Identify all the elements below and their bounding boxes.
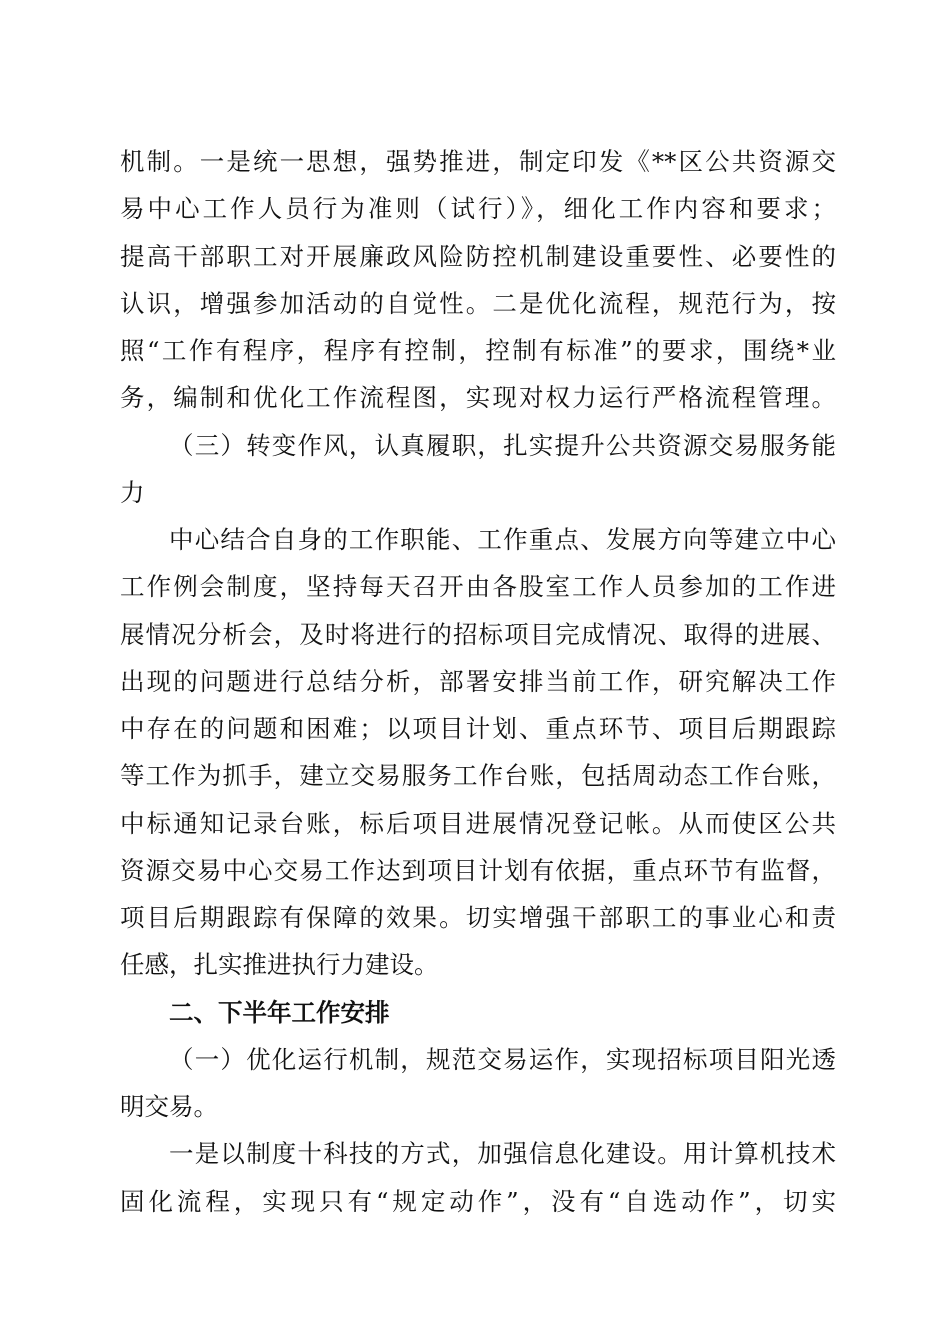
text-line: 资源交易中心交易工作达到项目计划有依据，重点环节有监督， <box>120 855 836 885</box>
text-line: 出现的问题进行总结分析，部署安排当前工作，研究解决工作 <box>120 666 836 696</box>
text-line: 等工作为抓手，建立交易服务工作台账，包括周动态工作台账， <box>120 761 836 791</box>
body-text <box>120 138 836 1225</box>
text-line: 易中心工作人员行为准则（试行）》，细化工作内容和要求； <box>120 194 836 224</box>
subsection-heading: （一）优化运行机制，规范交易运作，实现招标项目阳光透 <box>169 1044 836 1074</box>
text-line: 项目后期跟踪有保障的效果。切实增强干部职工的事业心和责 <box>120 903 836 932</box>
text-line: 任感，扎实推进执行力建设。 <box>120 950 439 980</box>
text-line: 照“工作有程序，程序有控制，控制有标准”的要求，围绕*业 <box>120 336 836 365</box>
text-line: 中存在的问题和困难；以项目计划、重点环节、项目后期跟踪 <box>120 714 836 743</box>
paragraph-first-line: 一是以制度十科技的方式，加强信息化建设。用计算机技术 <box>169 1139 836 1169</box>
text-line: 中标通知记录台账，标后项目进展情况登记帐。从而使区公共 <box>120 808 836 838</box>
text-line: 机制。一是统一思想，强势推进，制定印发《**区公共资源交 <box>120 147 836 176</box>
text-line: 工作例会制度，坚持每天召开由各股室工作人员参加的工作进 <box>120 572 836 602</box>
subsection-heading: （三）转变作风，认真履职，扎实提升公共资源交易服务能 <box>169 430 836 460</box>
subsection-heading-continuation: 力 <box>120 477 145 507</box>
section-heading: 二、下半年工作安排 <box>169 997 390 1027</box>
text-line: 展情况分析会，及时将进行的招标项目完成情况、取得的进展、 <box>120 619 836 649</box>
text-line: 认识，增强参加活动的自觉性。二是优化流程，规范行为，按 <box>120 288 836 318</box>
text-line: 务，编制和优化工作流程图，实现对权力运行严格流程管理。 <box>120 383 836 413</box>
text-line: 提高干部职工对开展廉政风险防控机制建设重要性、必要性的 <box>120 241 836 271</box>
subsection-heading-continuation: 明交易。 <box>120 1092 218 1121</box>
text-line: 固化流程，实现只有“规定动作”，没有“自选动作”，切实 <box>120 1186 836 1216</box>
paragraph-first-line: 中心结合自身的工作职能、工作重点、发展方向等建立中心 <box>169 525 836 554</box>
